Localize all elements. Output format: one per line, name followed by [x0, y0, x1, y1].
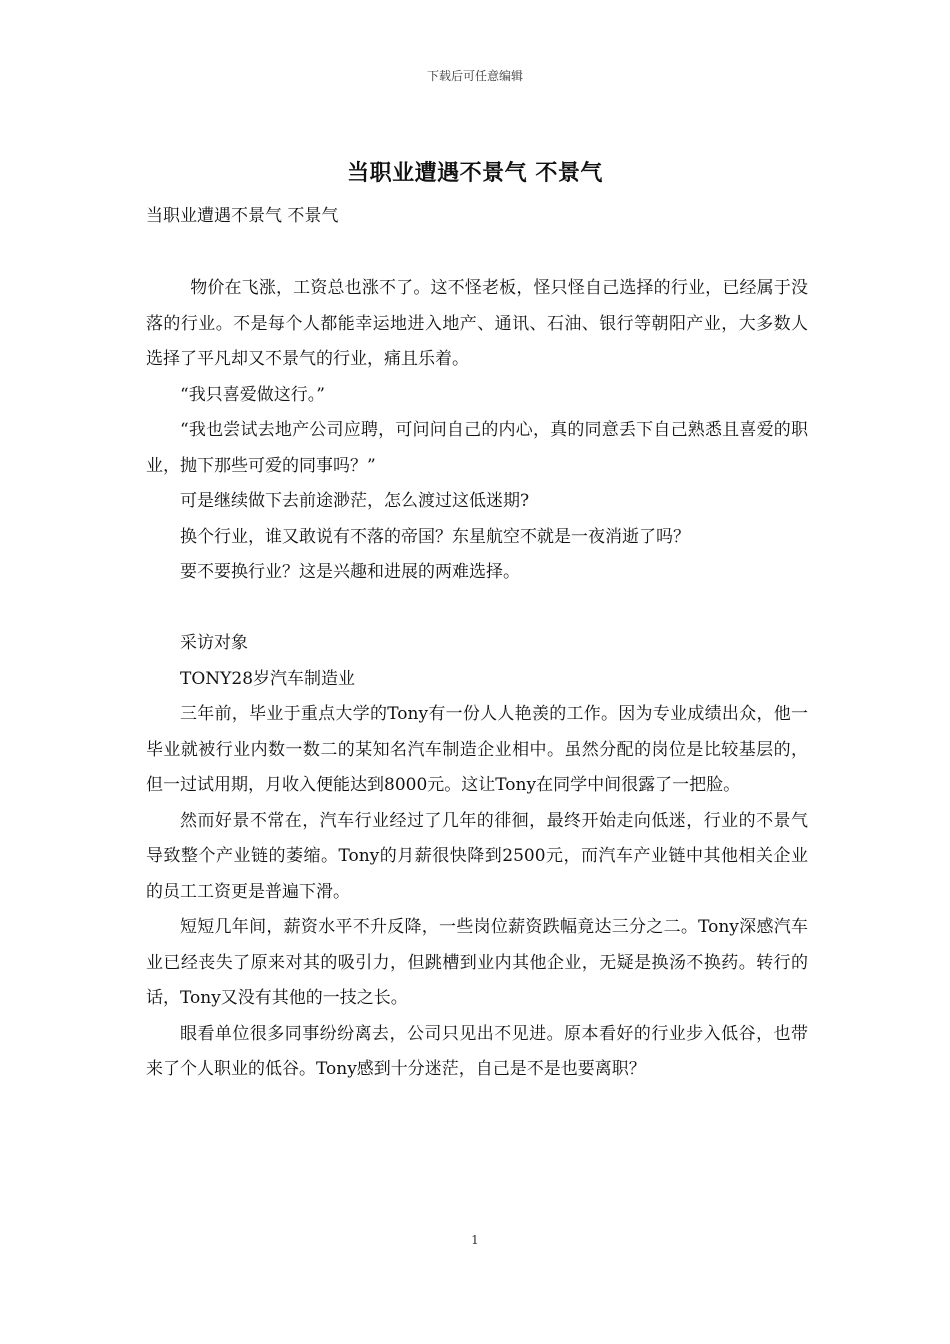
interview-label: 采访对象: [180, 633, 248, 653]
story-paragraph: 三年前，毕业于重点大学的Tony有一份人人艳羡的工作。因为专业成绩出众，他一毕业就被行业内数一数二的某知名汽车制造企业相中。虽然分配的岗位是比较基层的，但一过试用期，月收入便能达到8000元。这让Tony在同学中间很露了一把脸。: [146, 704, 808, 795]
story-paragraph: 然而好景不常在，汽车行业经过了几年的徘徊，最终开始走向低迷，行业的不景气导致整个产业链的萎缩。Tony的月薪很快降到2500元，而汽车产业链中其他相关企业的员工工资更是普遍下滑。: [146, 810, 808, 902]
paragraph-quote-2: “我也尝试去地产公司应聘，可问问自己的内心，真的同意丢下自己熟悉且喜爱的职业，抛下那些可爱的同事吗？”: [146, 420, 808, 476]
paragraph-spacer: [146, 591, 808, 627]
page-number: 1: [471, 1233, 479, 1247]
paragraph-question-1: 可是继续做下去前途渺茫，怎么渡过这低迷期?: [180, 491, 530, 511]
document-subtitle: 当职业遭遇不景气 不景气: [146, 206, 339, 226]
paragraph-question-3: 要不要换行业？这是兴趣和进展的两难选择。: [180, 562, 520, 582]
document-title: 当职业遭遇不景气 不景气: [347, 160, 603, 186]
page-header-note: 下载后可任意编辑: [426, 69, 523, 83]
interviewee-line: TONY28岁汽车制造业: [180, 668, 356, 689]
document-body: [146, 271, 808, 1088]
paragraph-question-2: 换个行业，谁又敢说有不落的帝国？东星航空不就是一夜消逝了吗？: [180, 526, 690, 547]
story-paragraph: 眼看单位很多同事纷纷离去，公司只见出不见进。原本看好的行业步入低谷，也带来了个人职业的低谷。Tony感到十分迷茫，自己是不是也要离职？: [146, 1023, 808, 1079]
story-paragraph: 短短几年间，薪资水平不升反降，一些岗位薪资跌幅竟达三分之二。Tony深感汽车业已经丧失了原来对其的吸引力，但跳槽到业内其他企业，无疑是换汤不换药。转行的话，Tony又没有其他的一技之长。: [146, 917, 808, 1008]
paragraph-intro: 物价在飞涨，工资总也涨不了。这不怪老板，怪只怪自己选择的行业，已经属于没落的行业。不是每个人都能幸运地进入地产、通讯、石油、银行等朝阳产业，大多数人选择了平凡却又不景气的行业，痛且乐着。: [146, 278, 808, 369]
paragraph-quote-1: “我只喜爱做这行。”: [180, 384, 325, 405]
